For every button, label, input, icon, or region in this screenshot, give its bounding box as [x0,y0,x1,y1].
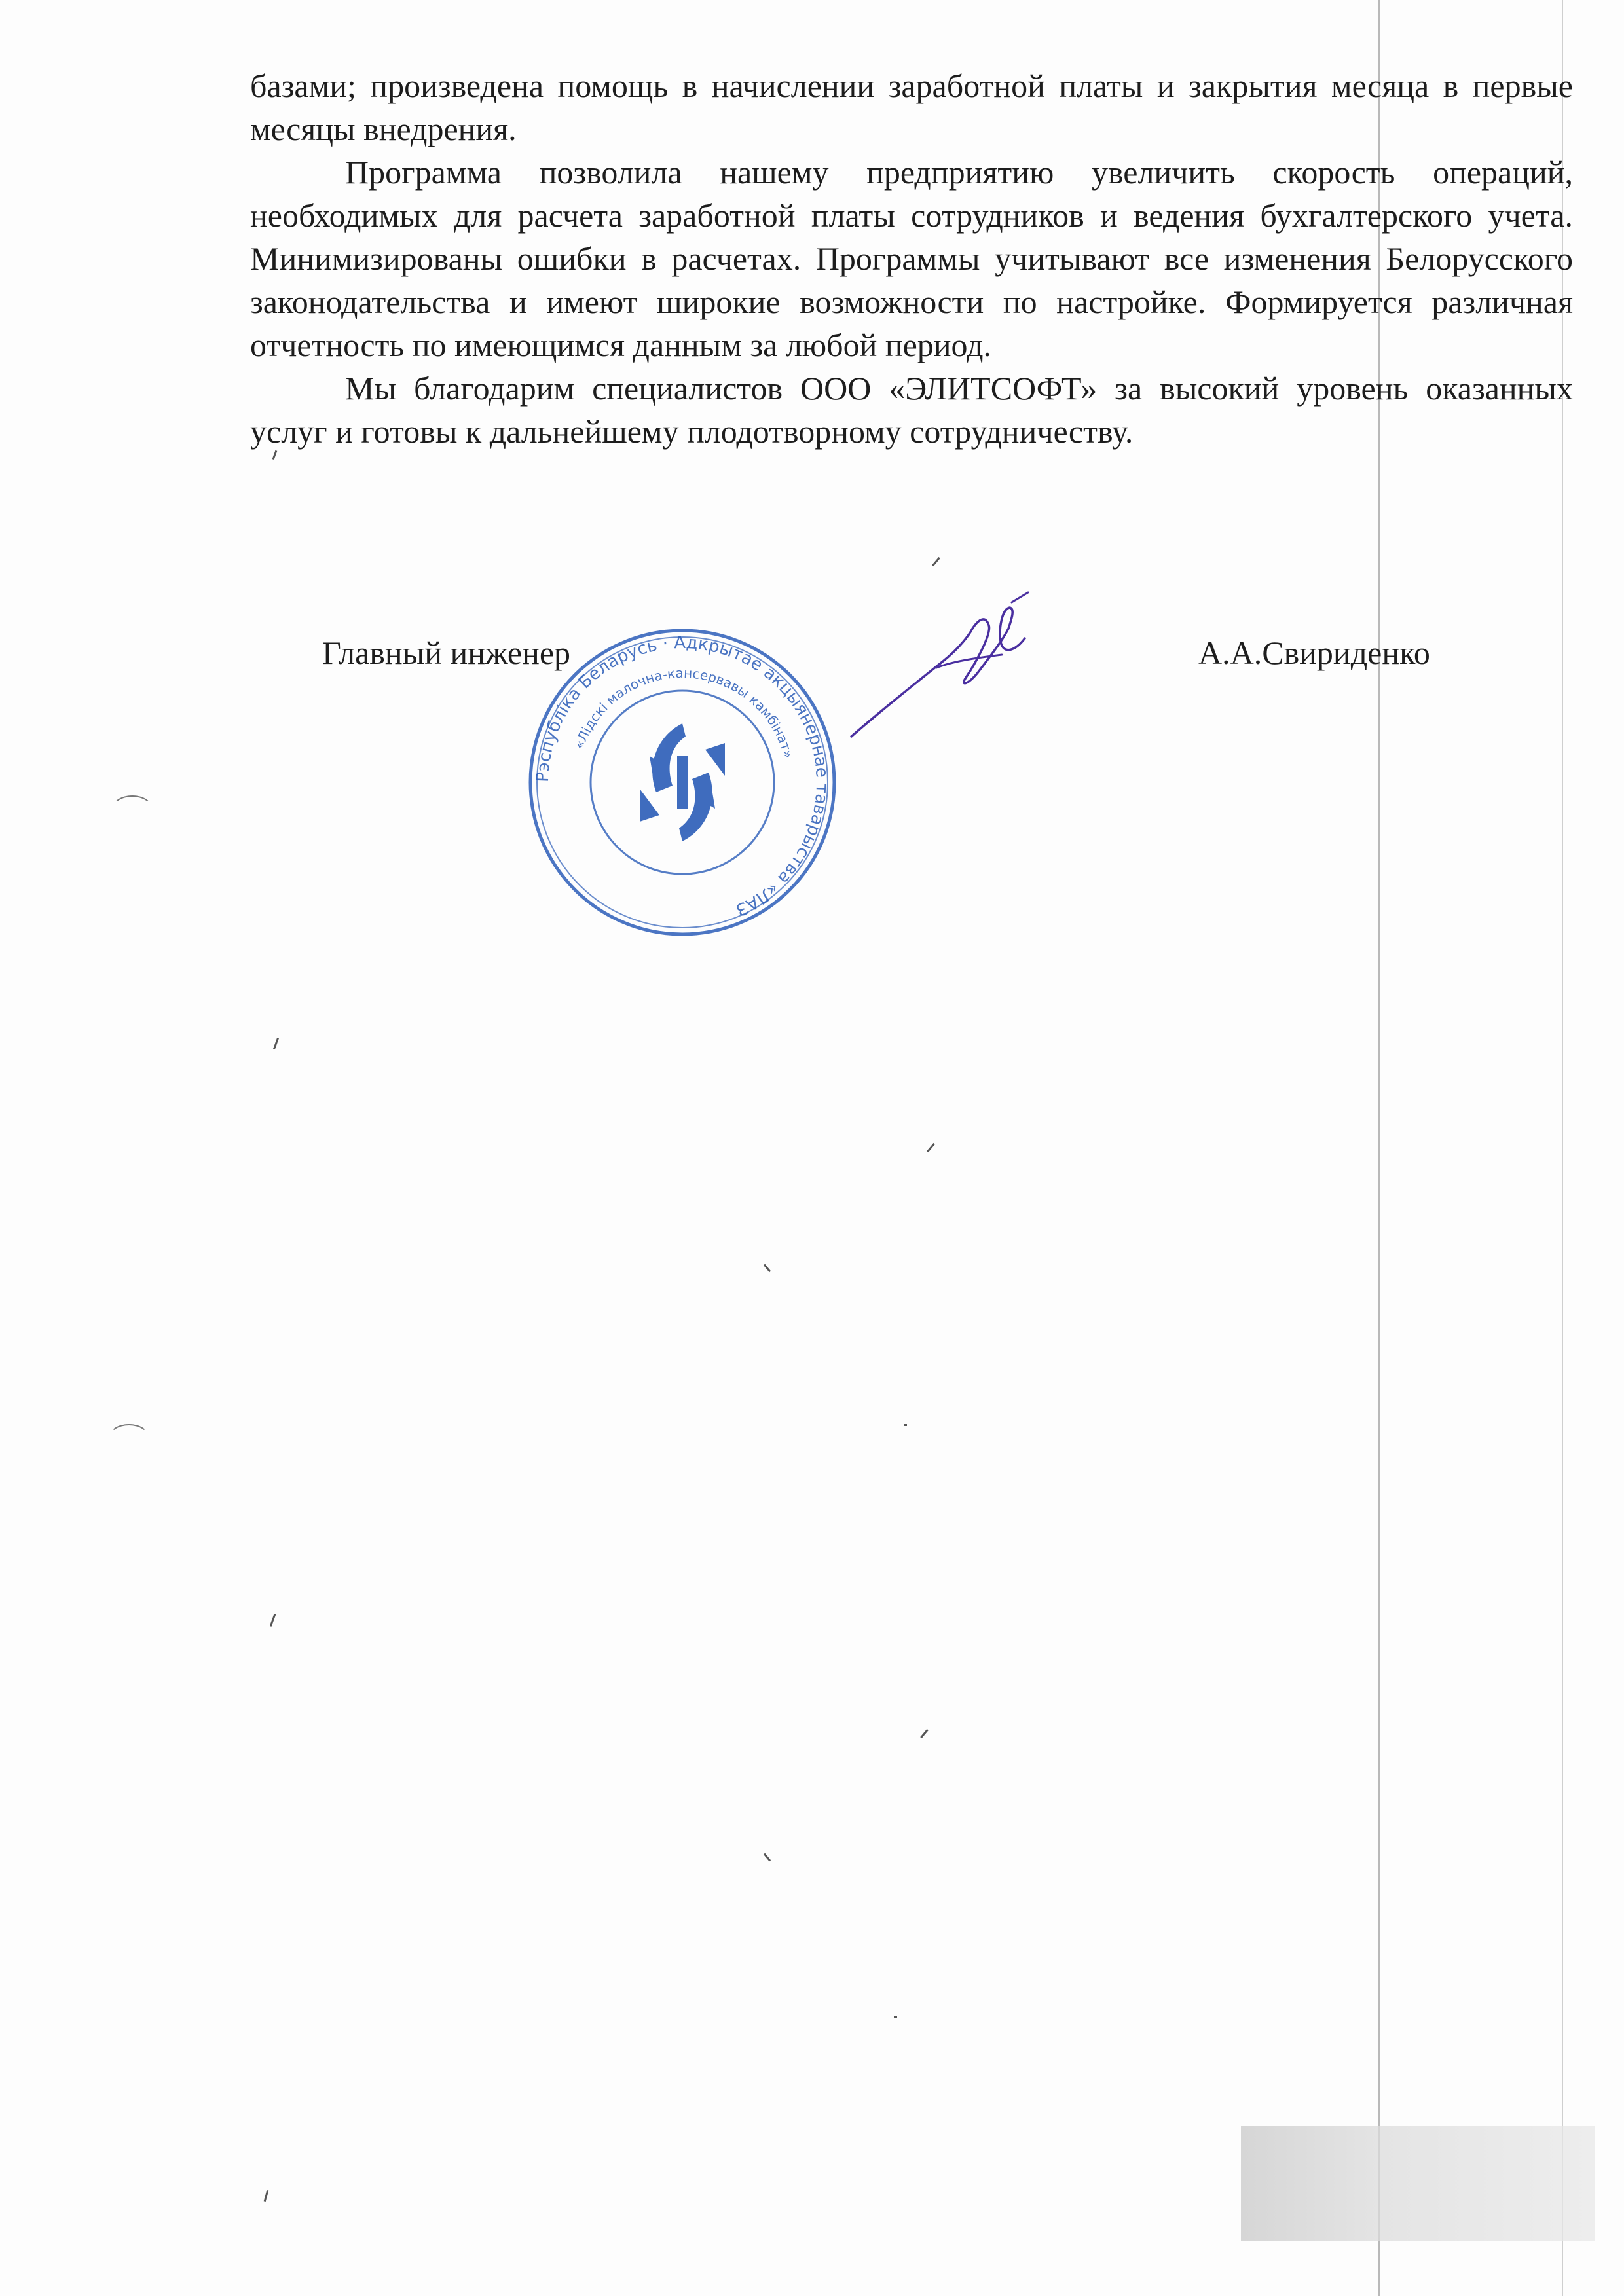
scan-smudge [1241,2126,1595,2241]
stamp-emblem-icon [640,723,725,841]
paragraph-2: Программа позволила нашему предприятию увеличить скорость операций, необходимых для расчета заработной платы сотрудников и ведения бухгалтерского учета. Минимизированы ошибки в расчетах. Программы учитывают все изменения Белорусского законодательства и имеют широкие возможности по настройке. Формируется различная отчетность по имеющимся данным за любой период. [250,154,1573,363]
scan-speck [894,2016,897,2018]
scan-speck [764,1853,771,1862]
scan-artifact-arc [108,1424,150,1453]
stamp-inner-text: «Лідскі малочна-кансервавы камбінат» [570,665,797,760]
signatory-title: Главный инженер [322,634,571,671]
scan-speck [920,1729,929,1738]
paragraph-1: базами; произведена помощь в начислении заработной платы и закрытия месяца в первые месяцы внедрения. [250,67,1573,147]
paragraph-3: Мы благодарим специалистов ООО «ЭЛИТСОФТ» за высокий уровень оказанных услуг и готовы к дальнейшему плодотворному сотрудничеству. [250,370,1573,450]
signatory-name: А.А.Свириденко [1198,634,1430,671]
scan-speck [270,1614,276,1627]
scan-speck [932,557,940,566]
scan-artifact-arc [111,795,153,824]
handwritten-signature [838,589,1048,746]
scan-speck [904,1424,907,1426]
company-stamp [525,625,840,939]
scan-speck [264,2190,269,2202]
stamp-outer-text: Рэспубліка Беларусь · Адкрытае акцыянернае таварыства «ЛАЗ [532,632,832,920]
scan-speck [764,1264,771,1273]
scan-speck [927,1143,935,1152]
letter-body [250,64,1573,453]
scan-speck [273,1038,279,1049]
